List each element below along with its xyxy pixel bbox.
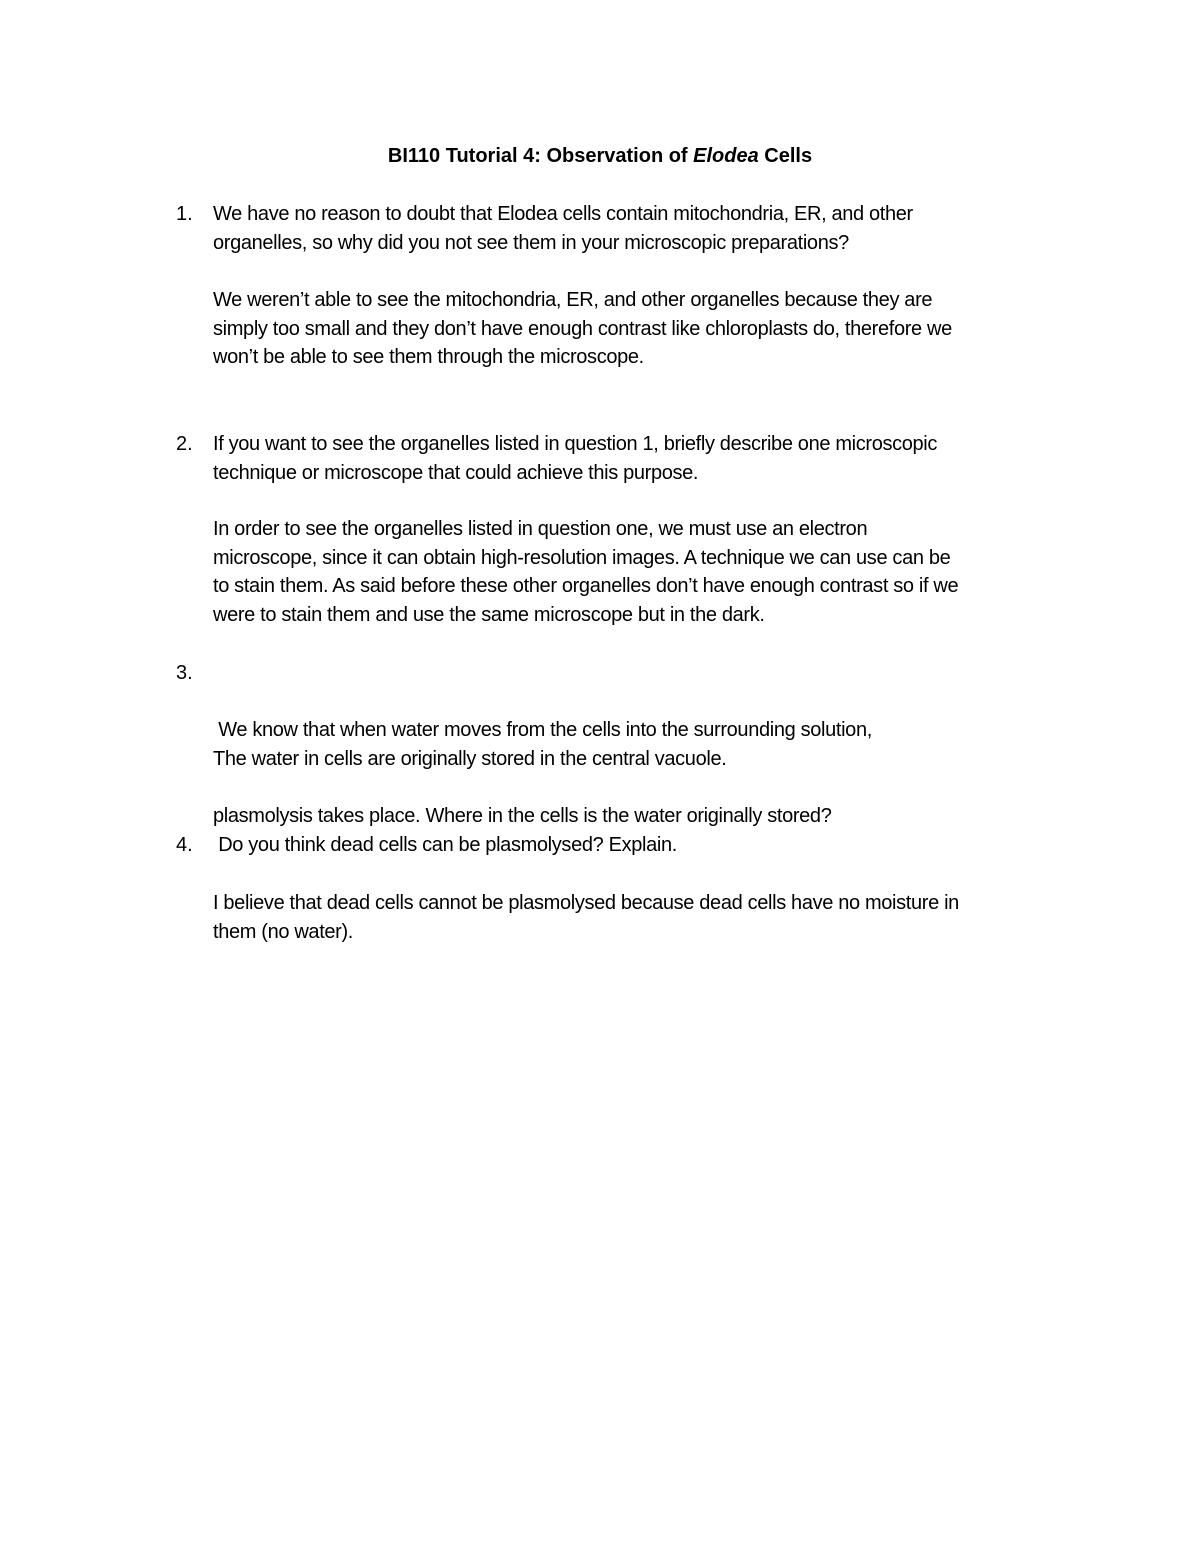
question-line: Do you think dead cells can be plasmolysed? Explain. bbox=[213, 834, 677, 856]
question-line: organelles, so why did you not see them in your microscopic preparations? bbox=[213, 231, 849, 254]
answer-line: I believe that dead cells cannot be plasmolysed because dead cells have no moisture in bbox=[213, 892, 959, 914]
title-italic: Elodea bbox=[693, 145, 759, 167]
answer-line: We weren’t able to see the mitochondria, ER, and other organelles because they are bbox=[213, 289, 933, 311]
title-suffix: Cells bbox=[758, 145, 813, 167]
question-line: plasmolysis takes place. Where in the cells is the water originally stored? bbox=[213, 804, 832, 827]
document-title bbox=[0, 142, 1200, 170]
answer-text bbox=[213, 745, 1073, 774]
question-number: 1. bbox=[176, 203, 193, 225]
answer-line: them (no water). bbox=[213, 920, 354, 943]
answer-text bbox=[213, 515, 1073, 629]
question-text bbox=[213, 831, 1073, 860]
question-number: 3. bbox=[176, 662, 193, 684]
answer-line: In order to see the organelles listed in question one, we must use an electron bbox=[213, 518, 868, 540]
question-text bbox=[213, 200, 1073, 257]
question-line: If you want to see the organelles listed in question 1, briefly describe one microscopic bbox=[213, 433, 938, 455]
answer-line: won’t be able to see them through the microscope. bbox=[213, 346, 644, 368]
answer-line: The water in cells are originally stored in the central vacuole. bbox=[213, 748, 727, 770]
answer-text bbox=[213, 889, 1073, 946]
answer-line: microscope, since it can obtain high-resolution images. A technique we can use can be bbox=[213, 546, 951, 569]
question-number: 2. bbox=[176, 433, 193, 455]
answer-line: to stain them. As said before these other organelles don’t have enough contrast so if we bbox=[213, 575, 959, 597]
question-number: 4. bbox=[176, 834, 193, 856]
question-line: technique or microscope that could achieve this purpose. bbox=[213, 461, 699, 484]
question-line: We know that when water moves from the cells into the surrounding solution, bbox=[213, 719, 872, 741]
answer-text bbox=[213, 286, 1073, 372]
answer-line: were to stain them and use the same microscope but in the dark. bbox=[213, 603, 765, 626]
title-prefix: BI110 Tutorial 4: Observation of bbox=[387, 145, 694, 167]
answer-line: simply too small and they don’t have enough contrast like chloroplasts do, therefore we bbox=[213, 317, 952, 340]
question-line: We have no reason to doubt that Elodea cells contain mitochondria, ER, and other bbox=[213, 203, 913, 225]
question-text bbox=[213, 430, 1073, 487]
